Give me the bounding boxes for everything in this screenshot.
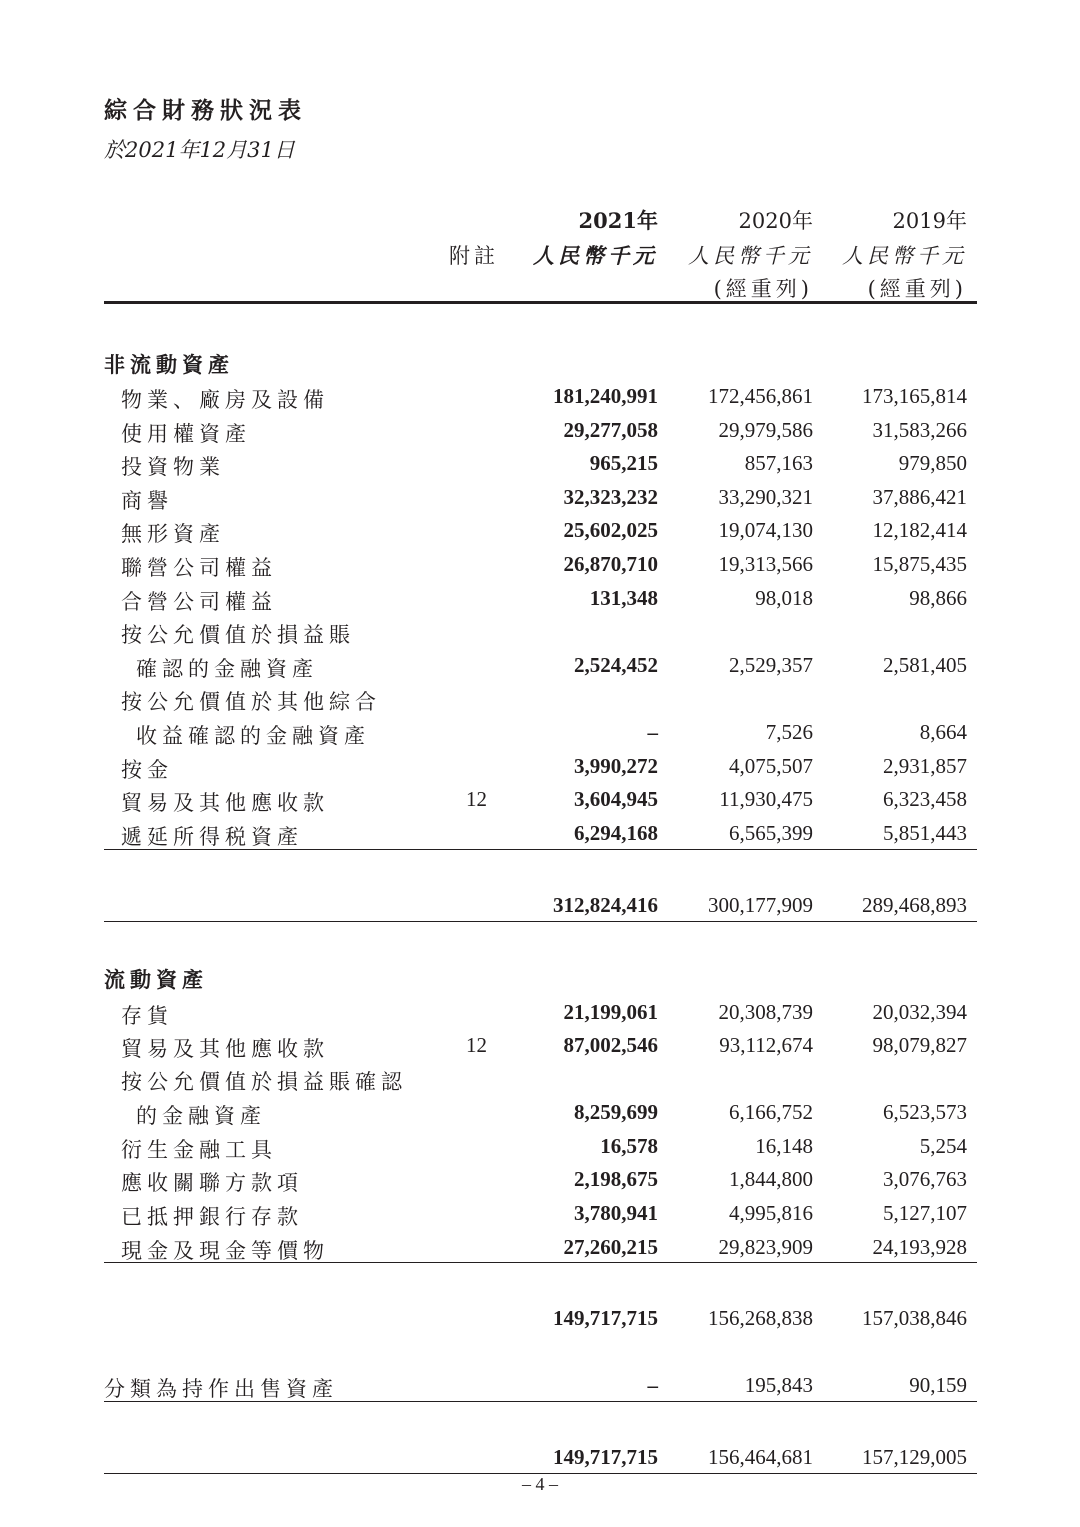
row-label: 現金及現金等價物 — [121, 1239, 329, 1263]
section-heading-non-current: 非流動資產 — [104, 352, 234, 377]
row-label-continued: 的金融資產 — [136, 1104, 266, 1128]
table-row — [0, 1201, 1080, 1231]
table-row — [0, 552, 1080, 582]
value-2020: 857,163 — [744, 451, 813, 475]
value-2019: 12,182,414 — [872, 518, 967, 542]
non-current-rule — [104, 849, 977, 850]
value-2020: 4,075,507 — [729, 754, 813, 778]
row-label: 使用權資產 — [121, 422, 251, 446]
value-2020: 7,526 — [765, 720, 813, 744]
value-2020: 11,930,475 — [719, 787, 813, 811]
held-for-sale-label: 分類為持作出售資產 — [104, 1377, 338, 1401]
row-label: 合營公司權益 — [121, 590, 277, 614]
unit-2021-header: 人民幣千元 — [533, 243, 658, 268]
value-2021: 29,277,058 — [563, 418, 658, 442]
value-2019: 20,032,394 — [872, 1000, 967, 1024]
held-for-sale-2021: – — [647, 1373, 658, 1397]
row-label-continued: 確認的金融資產 — [136, 657, 318, 681]
row-label: 投資物業 — [121, 455, 225, 479]
total-2020: 300,177,909 — [708, 893, 813, 917]
value-2019: 98,866 — [909, 586, 967, 610]
row-label: 存貨 — [121, 1004, 173, 1028]
current-total-2019: 157,129,005 — [862, 1445, 967, 1469]
value-2021: 2,524,452 — [574, 653, 658, 677]
table-row — [0, 384, 1080, 414]
table-row — [0, 418, 1080, 448]
row-label: 按金 — [121, 758, 173, 782]
row-label: 物業、廠房及設備 — [121, 388, 329, 412]
table-row — [0, 518, 1080, 548]
table-row — [0, 754, 1080, 784]
current-rule — [104, 1262, 977, 1263]
value-2021: 6,294,168 — [574, 821, 658, 845]
page-subtitle: 於2021年12月31日 — [104, 138, 295, 162]
value-2019: 37,886,421 — [872, 485, 967, 509]
row-label: 應收關聯方款項 — [121, 1171, 303, 1195]
year-2019-header: 2019年 — [892, 209, 967, 233]
row-label: 商譽 — [121, 489, 173, 513]
table-row — [0, 1235, 1080, 1265]
value-2020: 1,844,800 — [729, 1167, 813, 1191]
row-label: 衍生金融工具 — [121, 1138, 277, 1162]
current-total-row — [0, 1445, 1080, 1475]
year-2021-header: 2021年 — [578, 208, 658, 233]
value-2021: 3,604,945 — [574, 787, 658, 811]
page-number: – 4 – — [522, 1474, 558, 1494]
value-2020: 19,074,130 — [718, 518, 813, 542]
value-2020: 2,529,357 — [729, 653, 813, 677]
value-2021: 21,199,061 — [563, 1000, 658, 1024]
held-for-sale-row — [0, 1373, 1080, 1403]
value-2019: 2,931,857 — [883, 754, 967, 778]
value-2019: 5,127,107 — [883, 1201, 967, 1225]
value-2021: 3,990,272 — [574, 754, 658, 778]
total-2021: 312,824,416 — [553, 893, 658, 917]
value-2021: 16,578 — [600, 1134, 658, 1158]
total-2019: 289,468,893 — [862, 893, 967, 917]
table-row-label-line — [0, 686, 1080, 716]
value-2021: 25,602,025 — [563, 518, 658, 542]
value-2021: – — [647, 720, 658, 744]
value-2020: 29,979,586 — [718, 418, 813, 442]
value-2021: 181,240,991 — [553, 384, 658, 408]
table-row — [0, 485, 1080, 515]
value-2021: 965,215 — [589, 451, 658, 475]
restated-2019-header: (經重列) — [867, 277, 967, 301]
row-label-continued: 收益確認的金融資產 — [136, 724, 370, 748]
value-2019: 6,323,458 — [883, 787, 967, 811]
value-2020: 98,018 — [755, 586, 813, 610]
value-2019: 173,165,814 — [862, 384, 967, 408]
value-2021: 27,260,215 — [563, 1235, 658, 1259]
value-2021: 3,780,941 — [574, 1201, 658, 1225]
row-label: 按公允價值於損益賬確認 — [121, 1070, 407, 1094]
table-row — [0, 1033, 1080, 1063]
current-total-2020: 156,464,681 — [708, 1445, 813, 1469]
table-row — [0, 451, 1080, 481]
subtotal-2021: 149,717,715 — [553, 1306, 658, 1330]
unit-2019-header: 人民幣千元 — [842, 244, 967, 268]
row-label: 貿易及其他應收款 — [121, 1037, 329, 1061]
value-2019: 98,079,827 — [872, 1033, 967, 1057]
year-2020-header: 2020年 — [738, 209, 813, 233]
value-2020: 6,166,752 — [729, 1100, 813, 1124]
header-rule — [104, 301, 977, 304]
table-row — [0, 586, 1080, 616]
page-title: 綜合財務狀況表 — [104, 97, 307, 124]
value-2020: 29,823,909 — [718, 1235, 813, 1259]
current-subtotal-row — [0, 1306, 1080, 1336]
value-2021: 8,259,699 — [574, 1100, 658, 1124]
row-label: 按公允價值於其他綜合 — [121, 690, 381, 714]
table-row — [0, 1134, 1080, 1164]
row-label: 已抵押銀行存款 — [121, 1205, 303, 1229]
held-for-sale-2020: 195,843 — [744, 1373, 813, 1397]
value-2020: 172,456,861 — [708, 384, 813, 408]
value-2021: 32,323,232 — [563, 485, 658, 509]
table-row — [0, 1100, 1080, 1130]
current-total-2021: 149,717,715 — [553, 1445, 658, 1469]
row-label: 聯營公司權益 — [121, 556, 277, 580]
held-for-sale-2019: 90,159 — [909, 1373, 967, 1397]
value-2020: 19,313,566 — [718, 552, 813, 576]
row-label: 遞延所得税資產 — [121, 825, 303, 849]
value-2020: 4,995,816 — [729, 1201, 813, 1225]
subtotal-2019: 157,038,846 — [862, 1306, 967, 1330]
table-row — [0, 653, 1080, 683]
value-2020: 20,308,739 — [718, 1000, 813, 1024]
value-2019: 24,193,928 — [872, 1235, 967, 1259]
table-row — [0, 720, 1080, 750]
note-header: 附註 — [449, 244, 499, 268]
value-2019: 5,851,443 — [883, 821, 967, 845]
row-label: 貿易及其他應收款 — [121, 791, 329, 815]
value-2019: 6,523,573 — [883, 1100, 967, 1124]
value-2021: 87,002,546 — [563, 1033, 658, 1057]
non-current-total-row — [0, 893, 1080, 923]
value-2021: 131,348 — [589, 586, 658, 610]
table-row — [0, 1000, 1080, 1030]
table-row — [0, 787, 1080, 817]
subtotal-2020: 156,268,838 — [708, 1306, 813, 1330]
value-2021: 2,198,675 — [574, 1167, 658, 1191]
section-heading-current: 流動資產 — [104, 967, 208, 992]
row-label: 按公允價值於損益賬 — [121, 623, 355, 647]
table-row-label-line — [0, 1066, 1080, 1096]
value-2019: 31,583,266 — [872, 418, 967, 442]
value-2021: 26,870,710 — [563, 552, 658, 576]
row-note: 12 — [466, 1033, 487, 1057]
unit-2020-header: 人民幣千元 — [688, 244, 813, 268]
value-2020: 93,112,674 — [719, 1033, 813, 1057]
value-2019: 2,581,405 — [883, 653, 967, 677]
value-2020: 6,565,399 — [729, 821, 813, 845]
value-2019: 3,076,763 — [883, 1167, 967, 1191]
restated-2020-header: (經重列) — [713, 277, 813, 301]
value-2019: 5,254 — [919, 1134, 967, 1158]
table-row — [0, 821, 1080, 851]
row-note: 12 — [466, 787, 487, 811]
value-2019: 979,850 — [898, 451, 967, 475]
table-row — [0, 1167, 1080, 1197]
value-2020: 33,290,321 — [718, 485, 813, 509]
value-2020: 16,148 — [755, 1134, 813, 1158]
row-label: 無形資產 — [121, 522, 225, 546]
table-row-label-line — [0, 619, 1080, 649]
value-2019: 8,664 — [919, 720, 967, 744]
value-2019: 15,875,435 — [872, 552, 967, 576]
